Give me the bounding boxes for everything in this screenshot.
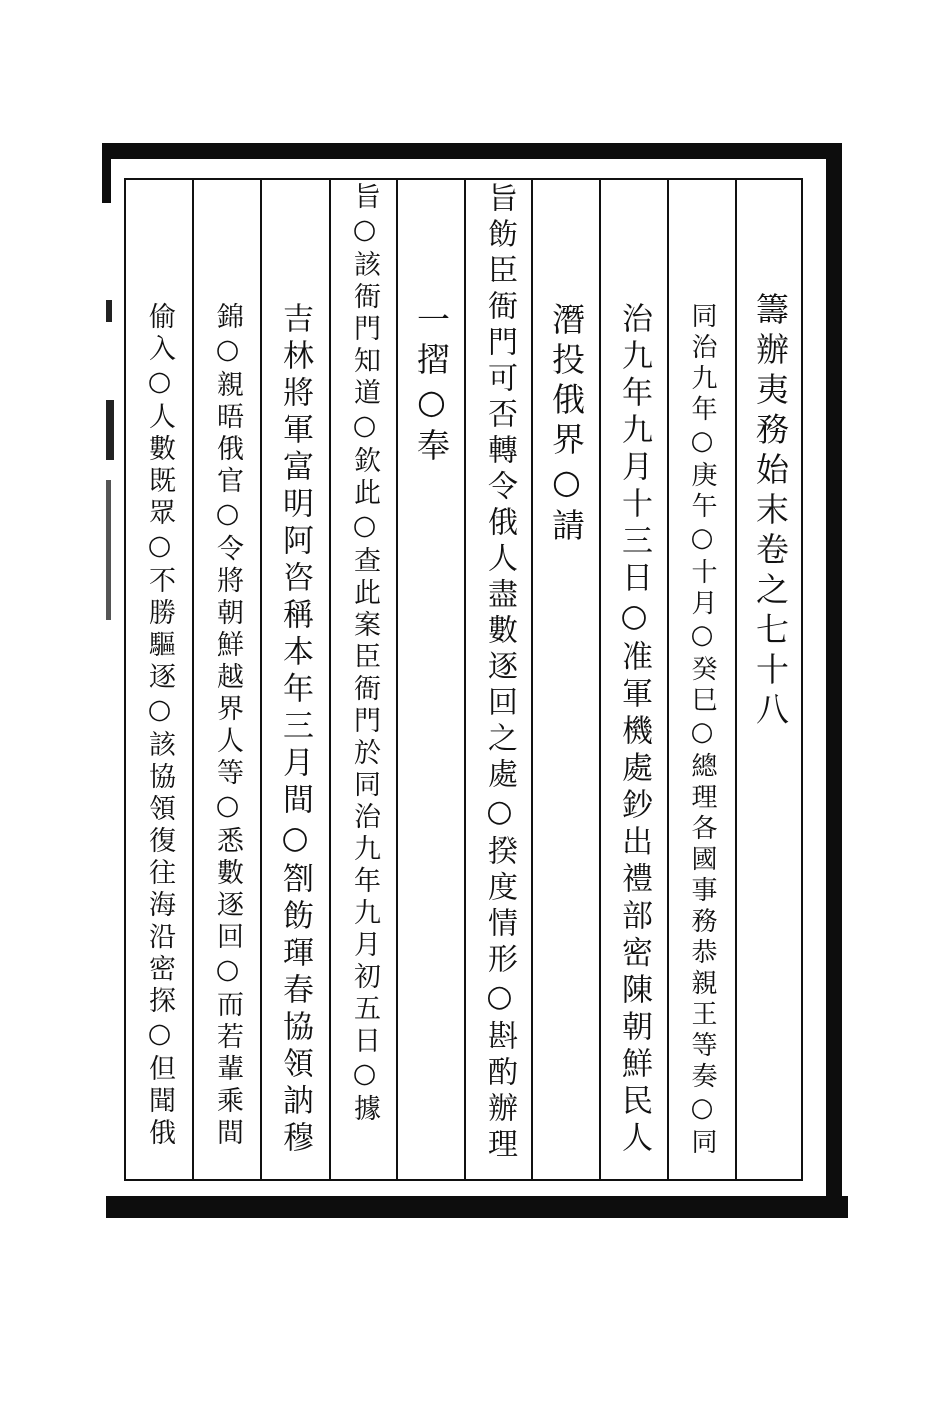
column-text-8: 吉林將軍富明阿咨稱本年三月間○劄飭琿春協領訥穆 <box>277 302 313 1158</box>
frame-left-corner <box>102 143 111 203</box>
column-6 <box>398 182 464 1292</box>
column-text-2: 同治九年○庚午○十月○癸巳○總理各國事務恭親王等奏○同 <box>687 302 717 1159</box>
column-4 <box>533 182 599 1292</box>
column-5 <box>466 182 532 1172</box>
gutter-mark <box>106 480 111 620</box>
column-text-10: 偷入○人數既眾○不勝驅逐○該協領復往海沿密探○但聞俄 <box>144 302 175 1150</box>
gutter-mark <box>106 300 112 322</box>
column-text-7: 旨○該衙門知道○欽此○查此案臣衙門於同治九年九月初五日○據 <box>349 182 380 1126</box>
frame-top-border <box>102 143 842 159</box>
column-3 <box>601 182 667 1292</box>
column-7 <box>331 182 397 1172</box>
column-text-5: 旨飭臣衙門可否轉令俄人盡數逐回之處○揆度情形○斟酌辦理 <box>482 182 517 1164</box>
column-text-3: 治九年九月十三日○准軍機處鈔出禮部密陳朝鮮民人 <box>616 302 652 1158</box>
column-text-9: 錦○親晤俄官○令將朝鮮越界人等○悉數逐回○而若輩乘間 <box>212 302 243 1150</box>
column-8 <box>262 182 328 1292</box>
book-title: 籌辦夷務始末卷之七十八 <box>751 292 790 732</box>
column-text-6: 一摺○奉 <box>412 302 451 468</box>
column-text-4: 潛投俄界○請 <box>547 302 586 548</box>
frame-right-border <box>826 143 842 1218</box>
column-10 <box>126 182 192 1292</box>
column-2 <box>669 182 735 1292</box>
column-1 <box>737 182 803 1282</box>
column-9 <box>194 182 260 1292</box>
gutter-mark <box>106 400 114 460</box>
